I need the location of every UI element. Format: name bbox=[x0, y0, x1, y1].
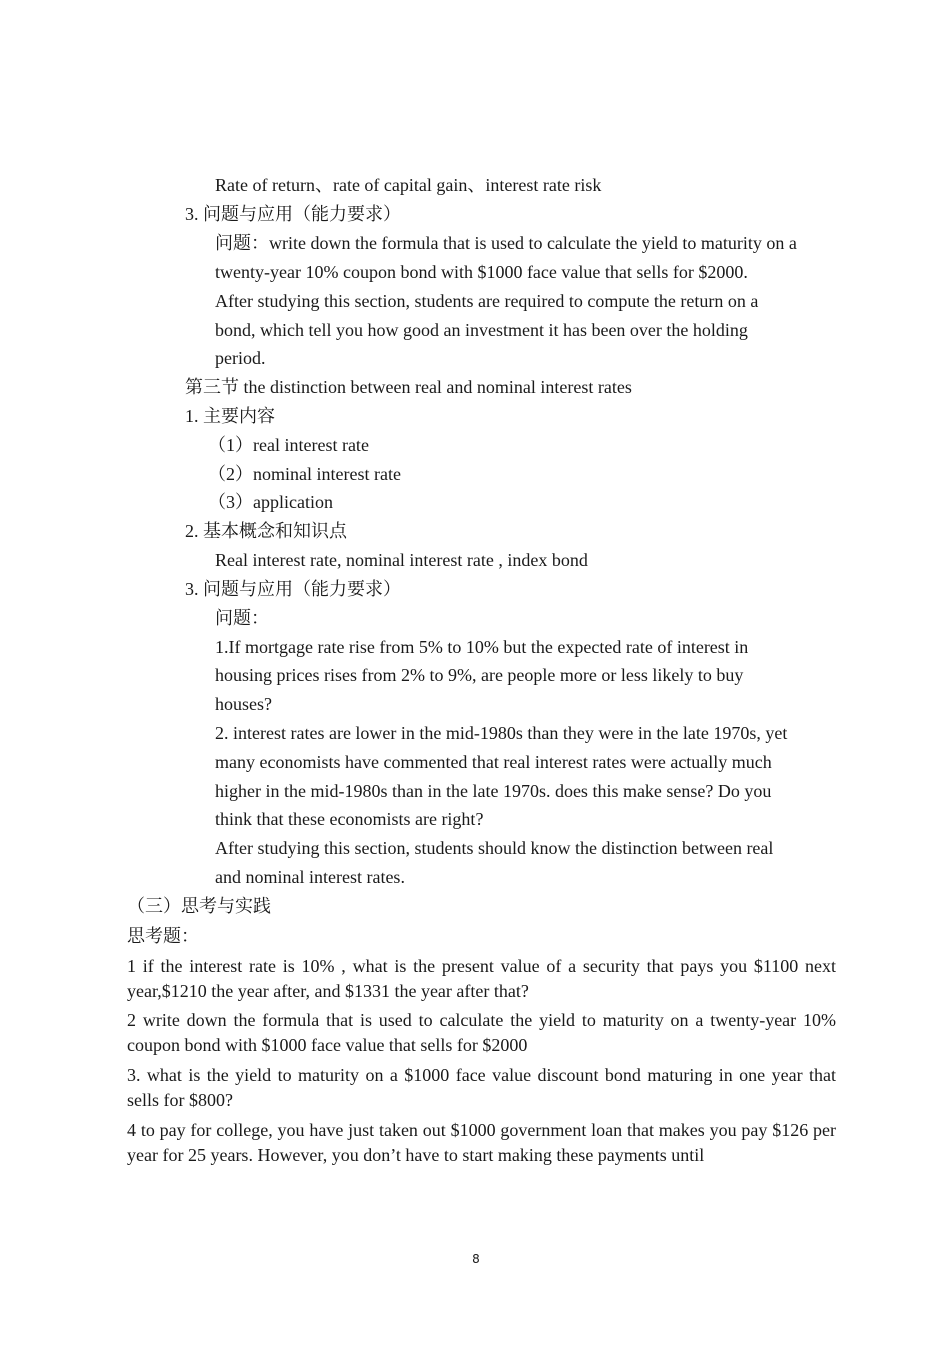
question-paragraph: 4 to pay for college, you have just taken out $1000 government loan that makes you pay $126 per year for 25 years. However, you don’t have to start making these payments until bbox=[127, 1120, 836, 1165]
questions-heading: 思考题： bbox=[127, 926, 199, 946]
text-line: many economists have commented that real interest rates were actually much bbox=[215, 752, 772, 772]
question-paragraph: 2 write down the formula that is used to calculate the yield to maturity on a twenty-year 10% coupon bond with $1000 face value that sells for $2000 bbox=[127, 1010, 836, 1055]
text-line: housing prices rises from 2% to 9%, are people more or less likely to buy bbox=[215, 665, 744, 685]
text-line: period. bbox=[215, 348, 266, 368]
text-line: 1.If mortgage rate rise from 5% to 10% but the expected rate of interest in bbox=[215, 637, 749, 657]
section-heading: 3. 问题与应用（能力要求） bbox=[185, 204, 401, 224]
text-line: After studying this section, students should know the distinction between real bbox=[215, 838, 774, 858]
text-line: bond, which tell you how good an investment it has been over the holding bbox=[215, 320, 748, 340]
list-item: （3）application bbox=[208, 492, 333, 512]
text-line: Real interest rate, nominal interest rate , index bond bbox=[215, 550, 588, 570]
section-heading: 3. 问题与应用（能力要求） bbox=[185, 579, 401, 599]
list-item: （2）nominal interest rate bbox=[208, 464, 401, 484]
section-heading: （三）思考与实践 bbox=[127, 896, 271, 916]
list-item: （1）real interest rate bbox=[208, 435, 369, 455]
section-heading: 1. 主要内容 bbox=[185, 406, 275, 426]
question-paragraph: 3. what is the yield to maturity on a $1000 face value discount bond maturing in one year that sells for $800? bbox=[127, 1065, 836, 1110]
section-heading: 2. 基本概念和知识点 bbox=[185, 521, 347, 541]
text-line: 问题： bbox=[215, 608, 269, 628]
text-line: 问题：write down the formula that is used to calculate the yield to maturity on a bbox=[215, 233, 797, 253]
question-paragraph: 1 if the interest rate is 10% , what is the present value of a security that pays you $1100 next year,$1210 the year after, and $1331 the year after that? bbox=[127, 956, 836, 1001]
text-line: houses? bbox=[215, 694, 272, 714]
page-number: 8 bbox=[472, 1252, 480, 1266]
text-line: and nominal interest rates. bbox=[215, 867, 405, 887]
text-line: After studying this section, students are required to compute the return on a bbox=[215, 291, 759, 311]
text-line: twenty-year 10% coupon bond with $1000 face value that sells for $2000. bbox=[215, 262, 748, 282]
text-line: Rate of return、rate of capital gain、interest rate risk bbox=[215, 175, 602, 195]
text-line: 2. interest rates are lower in the mid-1980s than they were in the late 1970s, yet bbox=[215, 723, 788, 743]
text-line: higher in the mid-1980s than in the late 1970s. does this make sense? Do you bbox=[215, 781, 772, 801]
text-line: think that these economists are right? bbox=[215, 809, 484, 829]
section-title: 第三节 the distinction between real and nominal interest rates bbox=[185, 377, 632, 397]
